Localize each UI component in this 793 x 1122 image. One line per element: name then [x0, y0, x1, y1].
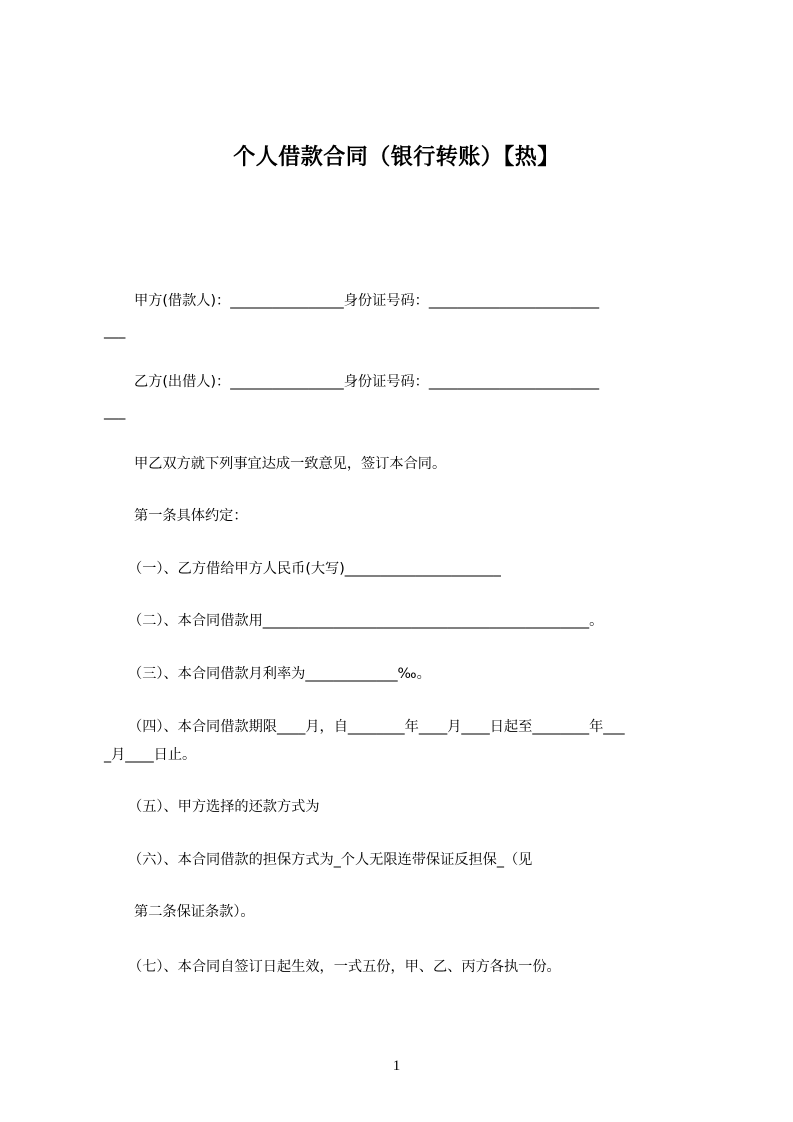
clause-6-continuation: 第二条保证条款）。	[134, 904, 255, 920]
page-number: 1	[392, 1058, 401, 1074]
article-1-heading: 第一条具体约定：	[134, 508, 248, 524]
party-b-line: 乙方(出借人)：________________身份证号码：________________________	[134, 374, 600, 390]
clause-4-continuation: _月____日止。	[104, 747, 197, 763]
clause-1: （一）、乙方借给甲方人民币(大写)______________________	[128, 561, 501, 577]
document-title: 个人借款合同（银行转账）【热】	[233, 145, 560, 170]
party-a-line-continuation: ___	[104, 323, 126, 339]
clause-5: （五）、甲方选择的还款方式为	[128, 799, 320, 815]
party-a-line: 甲方(借款人)：________________身份证号码：________________________	[134, 293, 600, 309]
clause-6: （六）、本合同借款的担保方式为_个人无限连带保证反担保_（见	[128, 852, 533, 868]
clause-3: （三）、本合同借款月利率为_____________‰。	[128, 666, 431, 682]
intro-paragraph: 甲乙双方就下列事宜达成一致意见，签订本合同。	[134, 456, 447, 472]
clause-7: （七）、本合同自签订日起生效，一式五份，甲、乙、丙方各执一份。	[128, 959, 561, 975]
clause-2: （二）、本合同借款用______________________________________________。	[128, 613, 604, 629]
party-b-line-continuation: ___	[104, 404, 126, 420]
clause-4: （四）、本合同借款期限____月，自________年____月____日起至________年___	[128, 719, 625, 735]
